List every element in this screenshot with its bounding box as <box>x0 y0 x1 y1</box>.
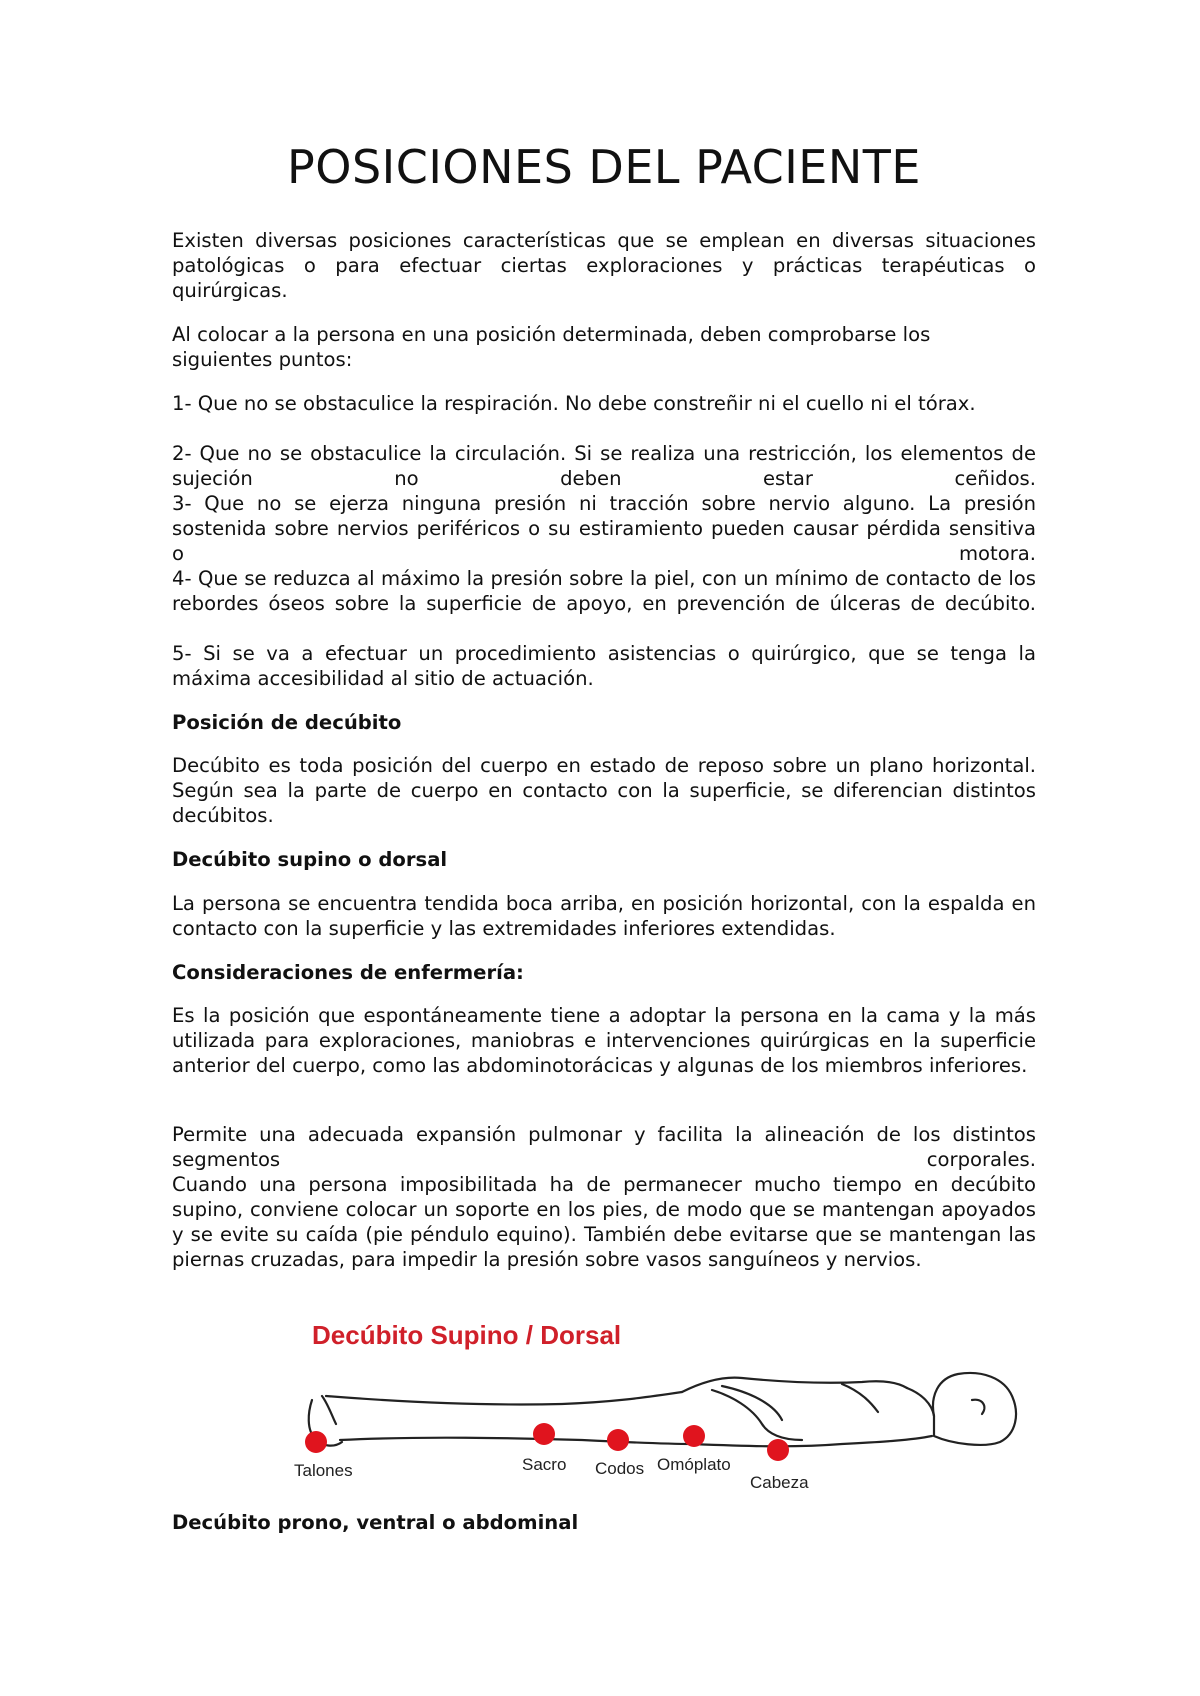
pressure-dot-talones <box>305 1431 327 1453</box>
label-cabeza: Cabeza <box>750 1473 809 1492</box>
label-sacro: Sacro <box>522 1455 567 1474</box>
consideraciones-paragraph-2a: Permite una adecuada expansión pulmonar y facilita la alineación de los distintos segmentos corporales. <box>172 1123 1036 1171</box>
heading-decubito-prono: Decúbito prono, ventral o abdominal <box>172 1511 579 1534</box>
heading-posicion-decubito: Posición de decúbito <box>172 711 402 734</box>
heading-decubito-supino: Decúbito supino o dorsal <box>172 848 448 871</box>
consideraciones-paragraph-2b: Cuando una persona imposibilitada ha de permanecer mucho tiempo en decúbito supino, conviene colocar un soporte en los pies, de modo que se mantengan apoyados y se evite su caída (pie péndulo equino). También debe evitarse que se mantengan las piernas cruzadas, para impedir la presión sobre vasos sanguíneos y nervios. <box>172 1173 1036 1271</box>
label-codos: Codos <box>595 1459 645 1478</box>
heading-consideraciones: Consideraciones de enfermería: <box>172 961 524 984</box>
label-talones: Talones <box>294 1461 353 1480</box>
decubito-paragraph: Decúbito es toda posición del cuerpo en estado de reposo sobre un plano horizontal. Según sea la parte de cuerpo en contacto con la superficie, se diferencian distintos decúbitos. <box>172 754 1036 827</box>
point-1: 1- Que no se obstaculice la respiración. No debe constreñir ni el cuello ni el tórax. <box>172 392 976 415</box>
figure-svg <box>282 1312 1032 1492</box>
point-3: 3- Que no se ejerza ninguna presión ni tracción sobre nervio alguno. La presión sostenida sobre nervios periféricos o su estiramiento pueden causar pérdida sensitiva o motora. <box>172 492 1036 565</box>
intro-paragraph: Existen diversas posiciones características que se emplean en diversas situaciones patológicas o para efectuar ciertas exploraciones y prácticas terapéuticas o quirúrgicas. <box>172 229 1036 302</box>
decubito-supino-figure <box>282 1312 1032 1492</box>
point-4: 4- Que se reduzca al máximo la presión sobre la piel, con un mínimo de contacto de los rebordes óseos sobre la superficie de apoyo, en prevención de úlceras de decúbito. <box>172 567 1036 615</box>
point-5: 5- Si se va a efectuar un procedimiento asistencias o quirúrgico, que se tenga la máxima accesibilidad al sitio de actuación. <box>172 642 1036 690</box>
figure-title: Decúbito Supino / Dorsal <box>312 1320 622 1350</box>
supino-paragraph: La persona se encuentra tendida boca arriba, en posición horizontal, con la espalda en contacto con la superficie y las extremidades inferiores extendidas. <box>172 892 1036 940</box>
pressure-dot-codos <box>607 1429 629 1451</box>
point-2: 2- Que no se obstaculice la circulación. Si se realiza una restricción, los elementos de sujeción no deben estar ceñidos. <box>172 442 1036 490</box>
pressure-dot-omoplato <box>683 1425 705 1447</box>
points-intro: Al colocar a la persona en una posición determinada, deben comprobarse los siguientes puntos: <box>172 323 931 371</box>
consideraciones-paragraph-1: Es la posición que espontáneamente tiene a adoptar la persona en la cama y la más utilizada para exploraciones, maniobras e intervenciones quirúrgicas en la superficie anterior del cuerpo, como las abdominotorácicas y algunas de los miembros inferiores. <box>172 1004 1036 1077</box>
pressure-dot-cabeza <box>767 1439 789 1461</box>
pressure-dot-sacro <box>533 1423 555 1445</box>
label-omoplato: Omóplato <box>657 1455 731 1474</box>
document-title: POSICIONES DEL PACIENTE <box>287 140 921 194</box>
